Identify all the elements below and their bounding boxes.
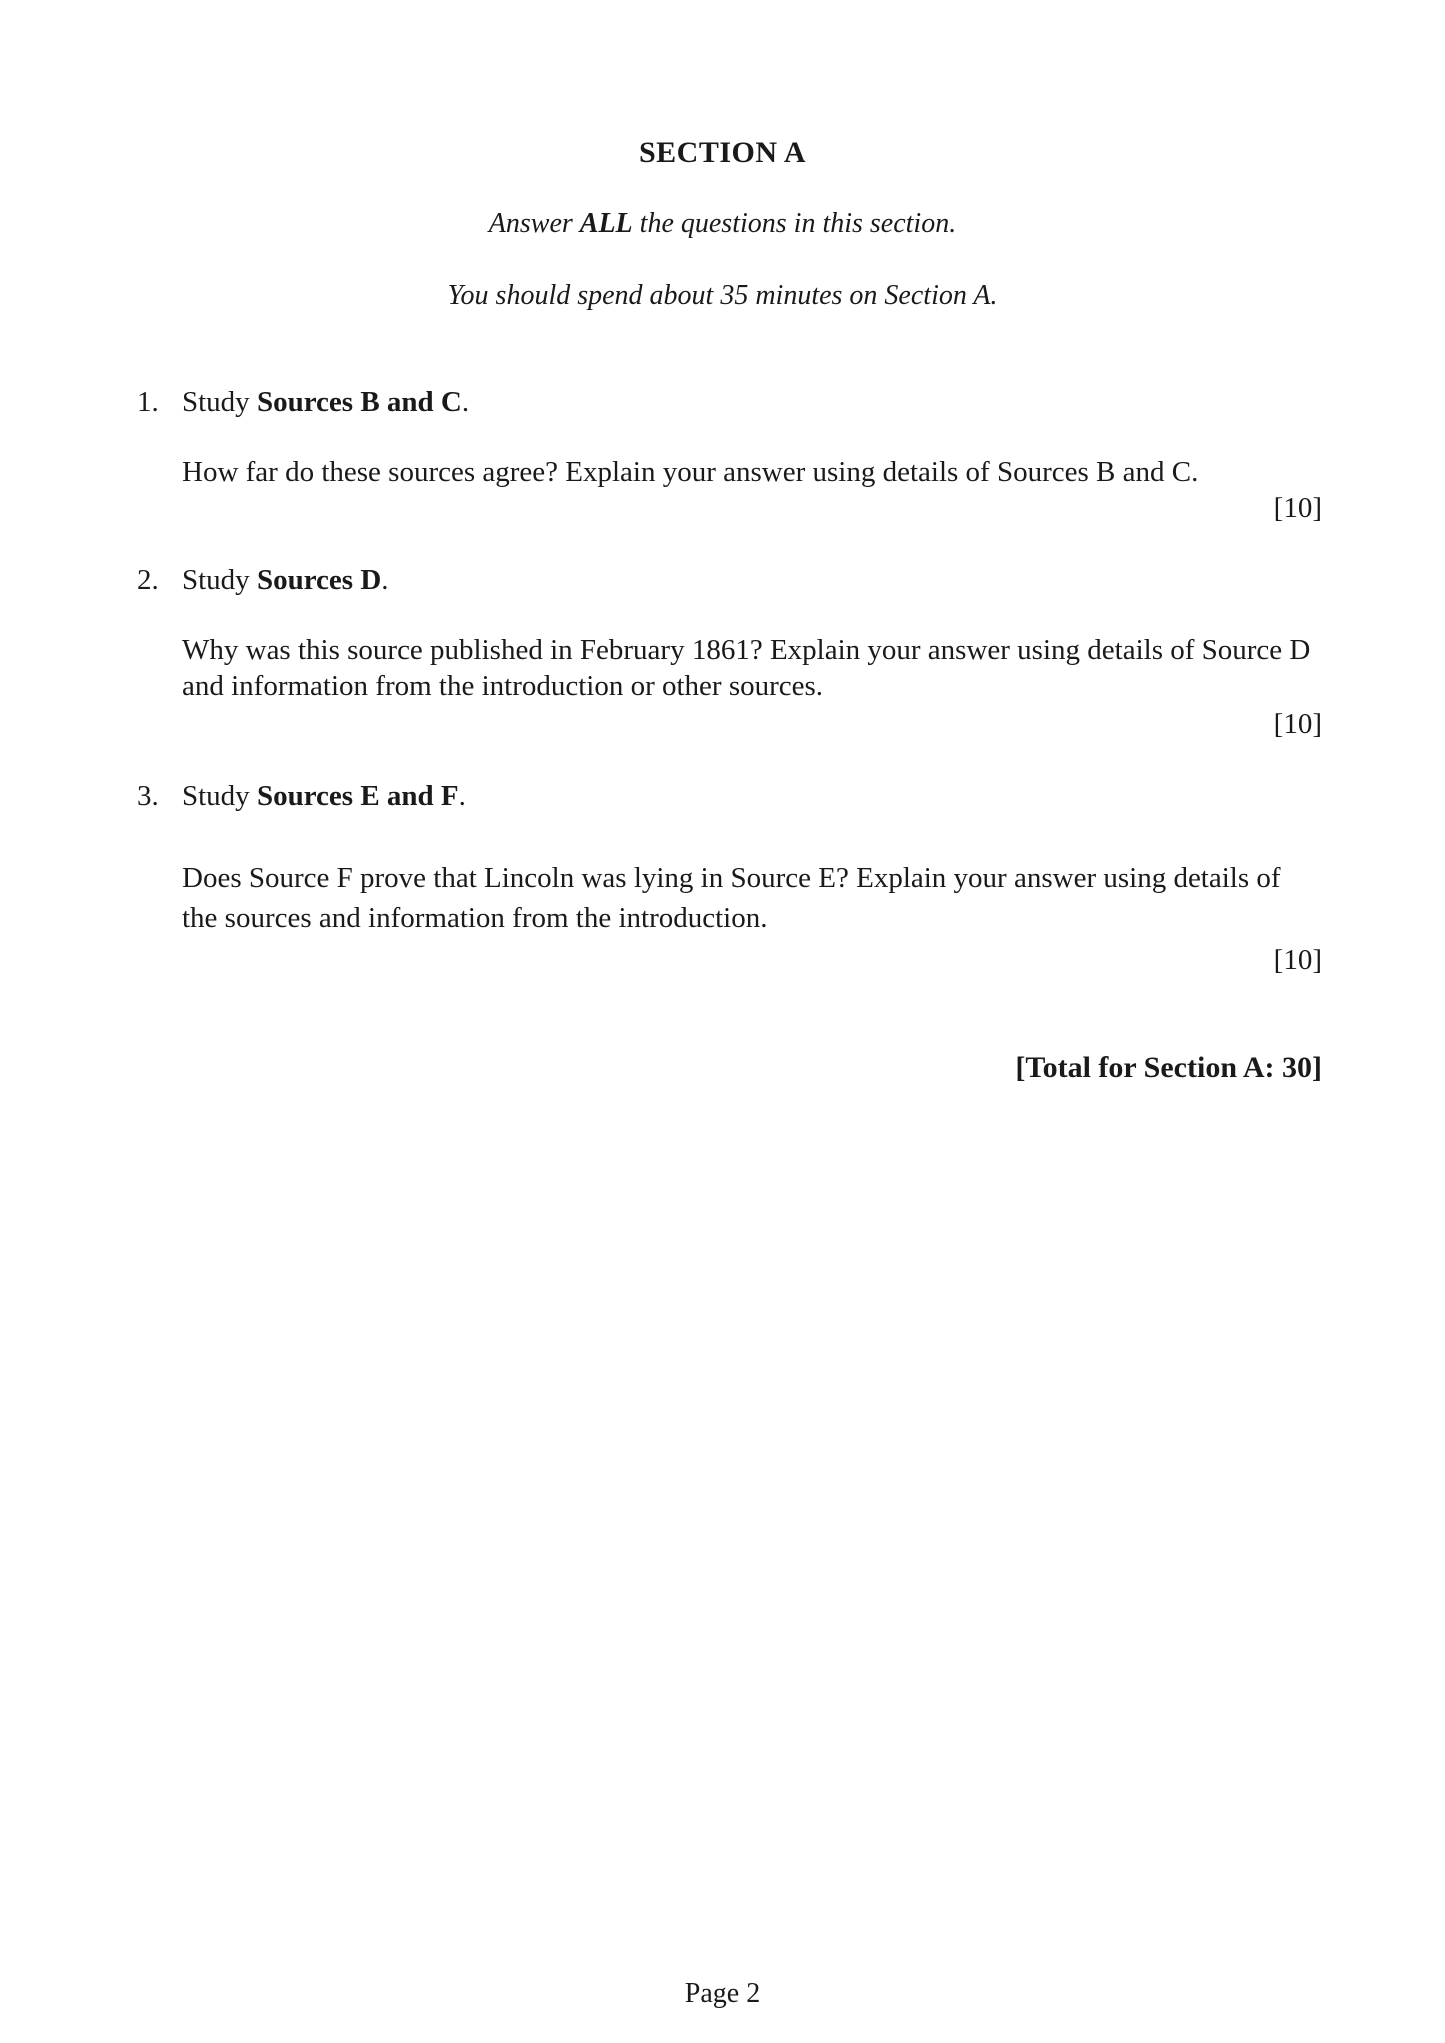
- section-heading: SECTION A: [638, 136, 807, 169]
- instruction-text-bold: ALL: [579, 208, 633, 239]
- question-2-sources: Sources D: [256, 564, 382, 596]
- section-total: [Total for Section A: 30]: [1015, 1051, 1322, 1084]
- time-instruction: You should spend about 35 minutes on Section A.: [447, 280, 998, 311]
- question-2-study-line: [137, 562, 389, 598]
- question-1-study-post: .: [461, 386, 470, 418]
- question-3-study-pre: Study: [182, 780, 257, 812]
- question-2-study-pre: Study: [182, 564, 257, 596]
- question-3-study-line: [137, 778, 466, 814]
- question-3-marks: [10]: [1273, 944, 1322, 976]
- question-2-marks: [10]: [1273, 708, 1322, 740]
- question-1-study-line: [137, 384, 469, 420]
- question-1-text: How far do these sources agree? Explain your answer using details of Sources B and C.: [182, 456, 1199, 488]
- instruction-text-post: the questions in this section.: [632, 208, 957, 239]
- page-number: Page 2: [684, 1978, 761, 2009]
- question-1-study-pre: Study: [182, 386, 257, 418]
- instruction-text-pre: Answer: [488, 208, 580, 239]
- question-3-number: 3.: [137, 780, 159, 812]
- question-1-number: 1.: [137, 386, 159, 418]
- question-1-sources: Sources B and C: [256, 386, 462, 418]
- question-3-sources: Sources E and F: [256, 780, 459, 812]
- question-2-number: 2.: [137, 564, 159, 596]
- question-2-study-post: .: [381, 564, 389, 596]
- question-2-text: Why was this source published in February 1861? Explain your answer using details of Source D and information from the introduction or other sources.: [182, 634, 1311, 702]
- question-3-study-post: .: [458, 780, 466, 812]
- question-1-marks: [10]: [1273, 492, 1322, 524]
- question-3-text: Does Source F prove that Lincoln was lying in Source E? Explain your answer using details of the sources and information from the introduction.: [182, 862, 1281, 934]
- answer-all-instruction: [0, 208, 1445, 240]
